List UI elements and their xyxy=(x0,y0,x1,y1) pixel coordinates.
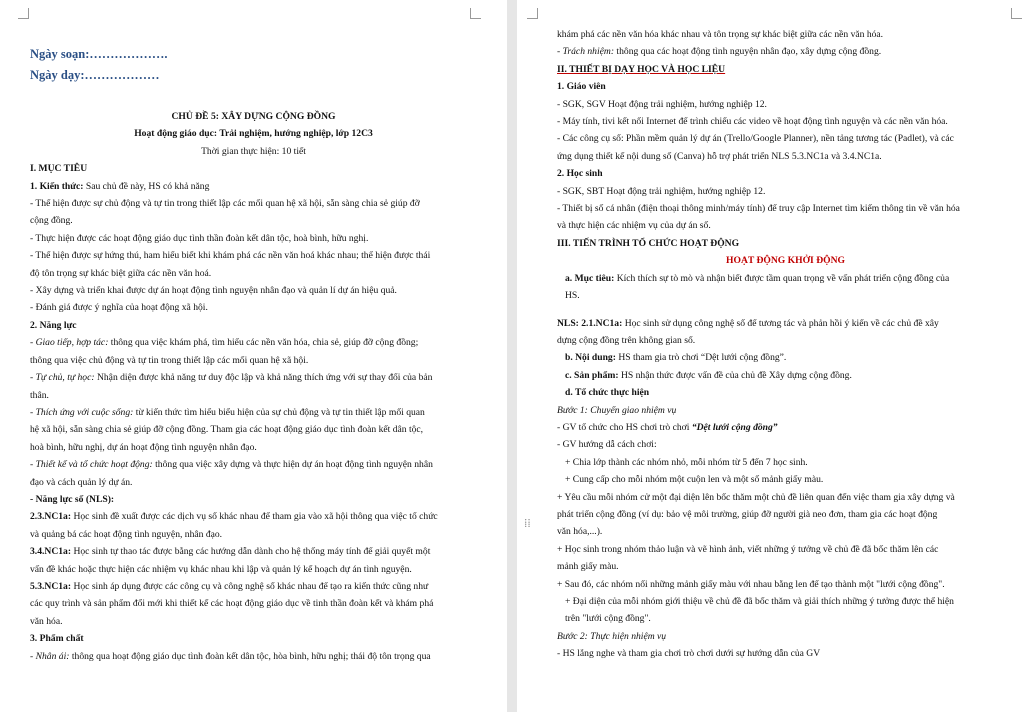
paragraph: NLS: 2.1.NC1a: Học sinh sử dụng công nghệ số để tương tác và phản hồi ý kiến về các chủ đề xây xyxy=(557,317,939,329)
paragraph: - Nhân ái: thông qua hoạt động giáo dục tình đoàn kết dân tộc, hòa bình, hữu nghị; thái độ tôn trọng qua xyxy=(30,650,431,662)
subsection-heading: d. Tổ chức thực hiện xyxy=(565,387,650,399)
paragraph: + Yêu cầu mỗi nhóm cử một đại diện lên bốc thăm một chủ đề liên quan đến việc tham gia xây dựng và xyxy=(557,491,955,503)
subsection-heading: 1. Giáo viên xyxy=(557,81,606,93)
paragraph: + Cung cấp cho mỗi nhóm một cuộn len và một số mảnh giấy màu. xyxy=(565,474,824,486)
paragraph: + Đại diện của mỗi nhóm giới thiệu về chủ đề đã bốc thăm và giải thích những ý tưởng được thể hiện xyxy=(565,596,954,607)
paragraph: văn hóa,...). xyxy=(557,526,603,538)
paragraph: thân. xyxy=(30,389,49,401)
page-corner-mark xyxy=(470,8,481,19)
paragraph: trên "lưới cộng đồng". xyxy=(565,613,651,625)
paragraph: đạo và cách quản lý dự án. xyxy=(30,476,133,488)
paragraph: - Thể hiện được sự chủ động và tự tin trong thiết lập các mối quan hệ xã hội, sẵn sàng chia sẻ giúp đỡ xyxy=(30,198,420,210)
page-corner-mark xyxy=(1011,8,1022,19)
section-heading: I. MỤC TIÊU xyxy=(30,163,88,175)
subsection-heading: - Năng lực số (NLS): xyxy=(30,493,115,505)
paragraph: a. Mục tiêu: Kích thích sự tò mò và nhận biết được tầm quan trọng về vấn phát triển cộng đồng của xyxy=(565,272,950,284)
subsection-heading: 3. Phẩm chất xyxy=(30,633,84,645)
paragraph: hoà bình, hữu nghị, dự án hoạt động tình nguyện nhân đạo. xyxy=(30,441,257,453)
paragraph: + Sau đó, các nhóm nối những mảnh giấy màu với nhau bằng len để tạo thành một "lưới cộng đồng". xyxy=(557,578,945,590)
paragraph: c. Sản phẩm: HS nhận thức được vấn đề của chủ đề Xây dựng cộng đồng. xyxy=(565,369,852,381)
section-heading: III. TIẾN TRÌNH TỔ CHỨC HOẠT ĐỘNG xyxy=(557,237,740,249)
paragraph: + Học sinh trong nhóm thảo luận và vẽ hình ảnh, viết những ý tưởng về chủ đề đã bốc thăm lên các xyxy=(557,543,939,555)
paragraph: - SGK, SBT Hoạt động trải nghiệm, hướng nghiệp 12. xyxy=(557,185,766,197)
topic-title: CHỦ ĐỀ 5: XÂY DỰNG CỘNG ĐỒNG xyxy=(171,111,336,122)
teach-date: Ngày dạy:……………… xyxy=(30,68,160,82)
paragraph: và thực hiện các nhiệm vụ của dự án số. xyxy=(557,220,711,232)
paragraph: hệ xã hội, sẵn sàng chia sẻ giúp đỡ cộng đồng. Tham gia các hoạt động giáo dục tình đoàn kết dân tộc, xyxy=(30,424,424,436)
paragraph: vấn đề khác hoặc thực hiện các nhiệm vụ khác nhau khi lập và quản lý kế hoạch dự án tình nguyện. xyxy=(30,563,412,575)
paragraph: 2.3.NC1a: Học sinh đề xuất được các dịch vụ số khác nhau để tham gia vào xã hội thông qua việc tổ chức xyxy=(30,511,438,523)
paragraph: 5.3.NC1a: Học sinh áp dụng được các công cụ và công nghệ số khác nhau để tạo ra kiến thức cũng như xyxy=(30,580,429,592)
paragraph: - Trách nhiệm: thông qua các hoạt động tình nguyện nhân đạo, xây dựng cộng đồng. xyxy=(557,46,882,58)
paragraph: - GV tổ chức cho HS chơi trò chơi “Dệt lưới cộng đồng” xyxy=(557,421,778,433)
paragraph: - SGK, SGV Hoạt động trải nghiệm, hướng nghiệp 12. xyxy=(557,98,767,110)
prep-date: Ngày soạn:………………. xyxy=(30,47,168,61)
paragraph: - Thiết kế và tổ chức hoạt động: thông qua việc xây dựng và thực hiện dự án hoạt động tình nguyện nhân xyxy=(30,459,433,471)
drag-handle-icon[interactable]: ⁞⁞ xyxy=(524,516,531,530)
paragraph: thông qua việc chủ động và tự tin trong thiết lập các mối quan hệ xã hội. xyxy=(30,354,309,366)
paragraph: - Đánh giá được ý nghĩa của hoạt động xã hội. xyxy=(30,302,208,314)
document-page-right xyxy=(517,0,1034,712)
paragraph: ứng dụng thiết kế nội dung số (Canva) hỗ trợ phát triển NLS 5.3.NC1a và 3.4.NC1a. xyxy=(557,150,882,162)
subsection-heading: 2. Học sinh xyxy=(557,168,603,180)
paragraph: dựng cộng đồng trên không gian số. xyxy=(557,334,696,346)
paragraph: - Giao tiếp, hợp tác: thông qua việc khám phá, tìm hiểu các nền văn hóa, chia sẻ, giúp đỡ cộng đồng; xyxy=(30,337,419,349)
paragraph: và quảng bá các hoạt động tình nguyện, nhân đạo. xyxy=(30,528,223,540)
paragraph: - Các công cụ số: Phần mềm quản lý dự án (Trello/Google Planner), nền tảng tương tác (Padlet), và các xyxy=(557,133,954,145)
paragraph: các quy trình và sản phẩm đổi mới khi thiết kế các hoạt động giáo dục về tinh thần đoàn kết và khám phá xyxy=(30,598,434,610)
paragraph: + Chia lớp thành các nhóm nhỏ, mỗi nhóm từ 5 đến 7 học sinh. xyxy=(565,456,808,468)
paragraph: - Thể hiện được sự hứng thú, ham hiểu biết khi khám phá các nền văn hoá khác nhau; thể hiện được thái xyxy=(30,250,431,262)
paragraph: - Xây dựng và triển khai được dự án hoạt động tình nguyện nhân đạo và quản lí dự án hiệu quả. xyxy=(30,285,397,297)
paragraph: - Tự chủ, tự học: Nhận diện được khả năng tư duy độc lập và khả năng thích ứng với sự thay đổi của bản xyxy=(30,372,433,384)
paragraph: phát triển cộng đồng (ví dụ: bảo vệ môi trường, giúp đỡ người già neo đơn, tham gia các hoạt động xyxy=(557,508,938,520)
paragraph: cộng đồng. xyxy=(30,215,73,227)
paragraph: - Thích ứng với cuộc sống: từ kiến thức tìm hiểu biểu hiện của sự chủ động và tự tin thiết lập mối quan xyxy=(30,406,425,418)
page-corner-mark xyxy=(18,8,29,19)
paragraph: - Thực hiện được các hoạt động giáo dục tình thần đoàn kết dân tộc, hoà bình, hữu nghị. xyxy=(30,232,369,244)
paragraph: b. Nội dung: HS tham gia trò chơi “Dệt lưới cộng đồng”. xyxy=(565,352,787,364)
document-page-left xyxy=(0,0,507,712)
subsection-heading: 2. Năng lực xyxy=(30,319,77,331)
paragraph: HS. xyxy=(565,290,580,302)
paragraph: khám phá các nền văn hóa khác nhau và tôn trọng sự khác biệt giữa các nền văn hóa. xyxy=(557,29,884,40)
section-heading: II. THIẾT BỊ DẠY HỌC VÀ HỌC LIỆU xyxy=(557,63,726,75)
paragraph: mảnh giấy màu. xyxy=(557,561,619,573)
paragraph: - GV hướng dẫ cách chơi: xyxy=(557,439,657,451)
paragraph: - Thiết bị số cá nhân (điện thoại thông minh/máy tính) để truy cập Internet tìm kiếm thông tin về văn hóa xyxy=(557,203,960,215)
paragraph: - Máy tính, tivi kết nối Internet để trình chiếu các video về hoạt động tình nguyện và các nền văn hóa. xyxy=(557,116,948,128)
paragraph: 3.4.NC1a: Học sinh tự thao tác được bằng các hướng dẫn dành cho hệ thống máy tính để giải quyết một xyxy=(30,546,431,558)
activity-subtitle: Hoạt động giáo dục: Trải nghiệm, hướng nghiệp, lớp 12C3 xyxy=(134,128,373,140)
paragraph: văn hóa. xyxy=(30,615,63,627)
activity-heading: HOẠT ĐỘNG KHỞI ĐỘNG xyxy=(726,255,845,267)
step-heading: Bước 1: Chuyển giao nhiệm vụ xyxy=(557,404,677,416)
duration: Thời gian thực hiện: 10 tiết xyxy=(201,145,306,157)
paragraph: độ tôn trọng sự khác biệt giữa các nền văn hoá. xyxy=(30,267,212,279)
paragraph: 1. Kiến thức: Sau chủ đề này, HS có khả năng xyxy=(30,180,210,192)
step-heading: Bước 2: Thực hiện nhiệm vụ xyxy=(557,630,667,642)
paragraph: - HS lắng nghe và tham gia chơi trò chơi dưới sự hướng dẫn của GV xyxy=(557,648,821,660)
page-corner-mark xyxy=(527,8,538,19)
